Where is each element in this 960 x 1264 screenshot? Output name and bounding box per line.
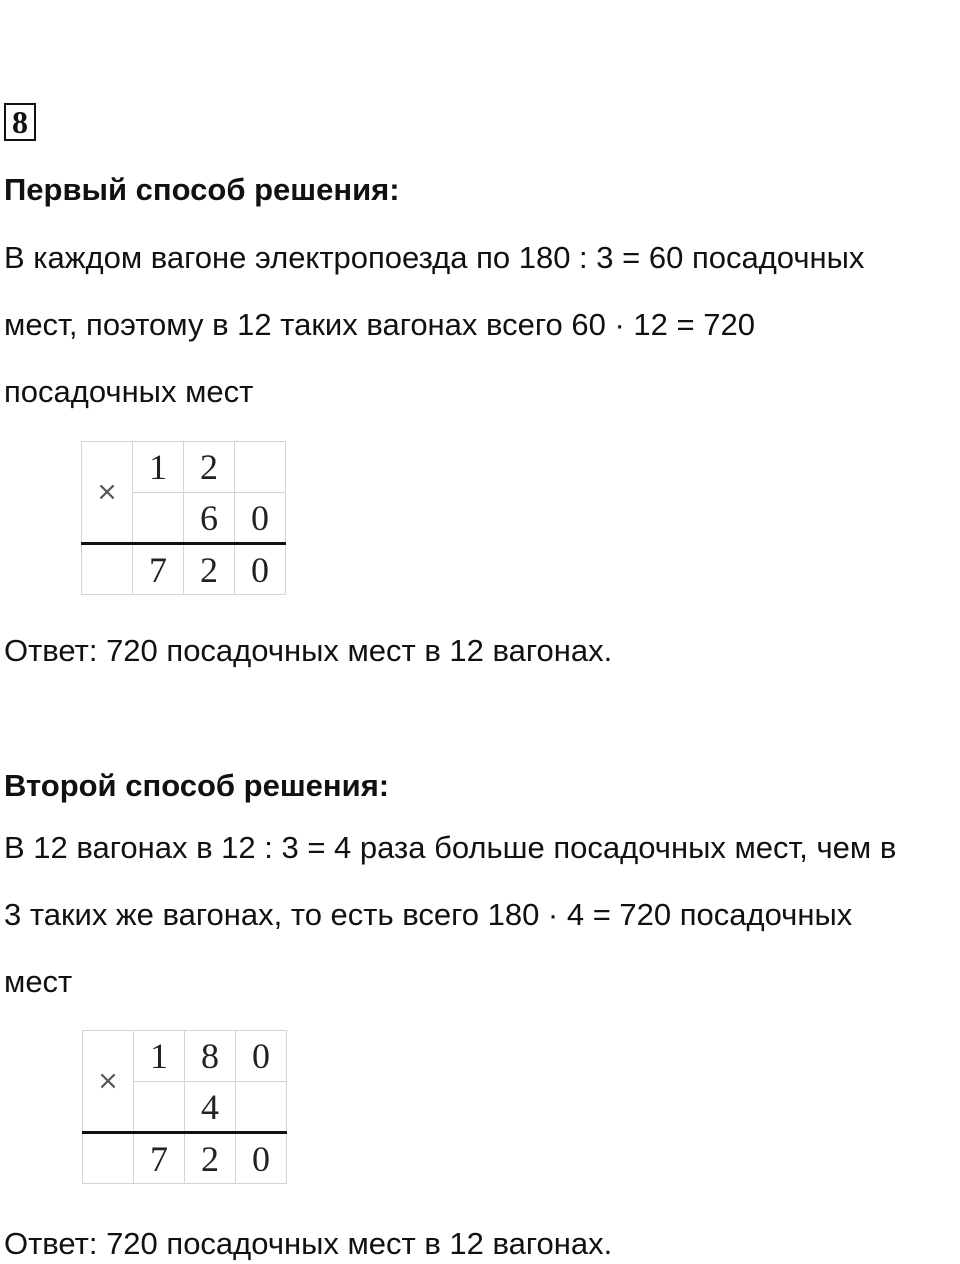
method1-answer: Ответ: 720 посадочных мест в 12 вагонах. <box>4 633 613 668</box>
digit-cell: 0 <box>235 493 286 544</box>
task-number: 8 <box>4 103 36 141</box>
digit-cell: 0 <box>236 1031 287 1082</box>
method2-heading: Второй способ решения: <box>4 768 390 803</box>
method1-line-1: В каждом вагоне электропоезда по 180 : 3 = 60 посадочных <box>4 240 865 275</box>
digit-cell <box>133 493 184 544</box>
method2-answer: Ответ: 720 посадочных мест в 12 вагонах. <box>4 1226 613 1261</box>
digit-cell: 4 <box>185 1082 236 1133</box>
method1-line-3: посадочных мест <box>4 374 254 409</box>
digit-cell: 0 <box>235 544 286 595</box>
digit-cell: 8 <box>185 1031 236 1082</box>
digit-cell: 2 <box>185 1133 236 1184</box>
digit-cell <box>82 544 133 595</box>
digit-cell: 6 <box>184 493 235 544</box>
digit-cell: 2 <box>184 442 235 493</box>
digit-cell <box>236 1082 287 1133</box>
multiply-sign: × <box>83 1031 134 1133</box>
method2-line-1: В 12 вагонах в 12 : 3 = 4 раза больше посадочных мест, чем в <box>4 830 897 865</box>
multiply-sign: × <box>82 442 133 544</box>
method1-multiplication-grid <box>81 441 286 595</box>
digit-cell: 1 <box>134 1031 185 1082</box>
digit-cell <box>235 442 286 493</box>
method1-line-2: мест, поэтому в 12 таких вагонах всего 60 · 12 = 720 <box>4 307 755 342</box>
digit-cell: 0 <box>236 1133 287 1184</box>
digit-cell <box>83 1133 134 1184</box>
digit-cell: 7 <box>134 1133 185 1184</box>
digit-cell: 1 <box>133 442 184 493</box>
digit-cell <box>134 1082 185 1133</box>
method2-line-2: 3 таких же вагонах, то есть всего 180 · 4 = 720 посадочных <box>4 897 853 932</box>
method1-heading: Первый способ решения: <box>4 172 400 207</box>
method2-multiplication-grid <box>82 1030 287 1184</box>
digit-cell: 2 <box>184 544 235 595</box>
method2-line-3: мест <box>4 964 73 999</box>
digit-cell: 7 <box>133 544 184 595</box>
